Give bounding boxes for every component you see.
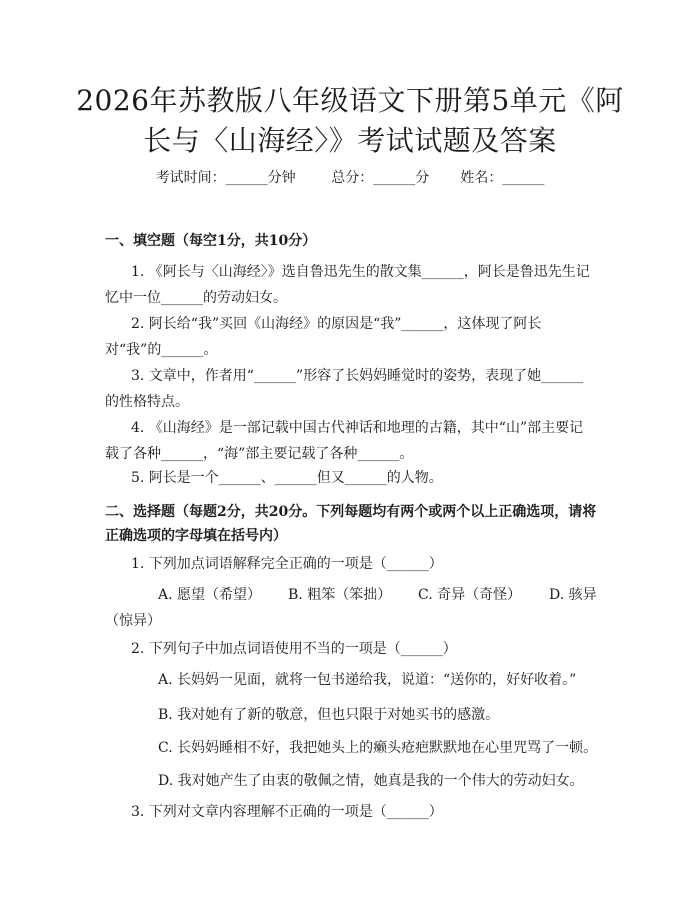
exam-time-field: 考试时间：______分钟 — [155, 170, 296, 186]
section2-heading-line1: 二、选择题（每题2分，共20分。下列每题均有两个或两个以上正确选项，请将 — [105, 504, 597, 520]
q1-option-d-continued: （惊异） — [105, 613, 161, 629]
choice-question-3-stem: 3. 下列对文章内容理解不正确的一项是（______） — [131, 804, 443, 820]
section2-heading — [105, 500, 605, 548]
choice-question-1-options — [105, 582, 600, 634]
name-field: 姓名：______ — [460, 170, 545, 186]
total-score-field: 总分：______分 — [331, 170, 430, 186]
q2-option-a: A. 长妈妈一见面，就将一包书递给我，说道：“送你的，好好收着。” — [158, 672, 577, 688]
q2-option-c: C. 长妈妈睡相不好，我把她头上的癞头疮疤默默地在心里咒骂了一顿。 — [158, 740, 598, 756]
q1-option-b: B. 粗笨（笨拙） — [288, 587, 392, 603]
fill-question-3-text: 3. 文章中，作者用“______”形容了长妈妈睡觉时的姿势，表现了她______的性格特点。 — [105, 368, 584, 410]
q1-option-c: C. 奇异（奇怪） — [418, 587, 522, 603]
fill-question-4 — [105, 415, 595, 467]
q2-option-d: D. 我对她产生了由衷的敬佩之情，她真是我的一个伟大的劳动妇女。 — [158, 773, 584, 789]
section2-heading-line2: 正确选项的字母填在括号内） — [105, 528, 287, 544]
exam-title-line2: 长与〈山海经〉》考试试题及答案 — [143, 124, 557, 157]
q2-option-b: B. 我对她有了新的敬意，但也只限于对她买书的感激。 — [158, 707, 500, 723]
fill-question-5 — [105, 465, 595, 491]
fill-question-5-text: 5. 阿长是一个______、______但又______的人物。 — [131, 470, 443, 486]
fill-question-1 — [105, 259, 595, 311]
fill-question-1-text: 1. 《阿长与〈山海经〉》选自鲁迅先生的散文集______，阿长是鲁迅先生记忆中一位______的劳动妇女。 — [105, 264, 590, 306]
choice-question-1-stem: 1. 下列加点词语解释完全正确的一项是（______） — [131, 556, 443, 572]
exam-title-line1: 2026年苏教版八年级语文下册第5单元《阿 — [76, 84, 624, 117]
choice-question-1 — [105, 551, 595, 577]
choice-question-2-stem: 2. 下列句子中加点词语使用不当的一项是（______） — [131, 641, 457, 657]
fill-question-2-text: 2. 阿长给“我”买回《山海经》的原因是“我”______，这体现了阿长对“我”的______。 — [105, 316, 542, 358]
q1-option-d: D. 骇异 — [549, 587, 597, 603]
q1-option-a: A. 愿望（希望） — [158, 587, 262, 603]
exam-info-line — [0, 168, 700, 188]
fill-question-2 — [105, 311, 595, 363]
choice-question-2 — [105, 636, 595, 662]
choice-question-3 — [105, 799, 595, 825]
section1-heading: 一、填空题（每空1分，共10分） — [105, 233, 317, 249]
fill-question-3 — [105, 363, 595, 415]
fill-question-4-text: 4. 《山海经》是一部记载中国古代神话和地理的古籍，其中“山”部主要记载了各种______，“海”部主要记载了各种______。 — [105, 420, 584, 462]
